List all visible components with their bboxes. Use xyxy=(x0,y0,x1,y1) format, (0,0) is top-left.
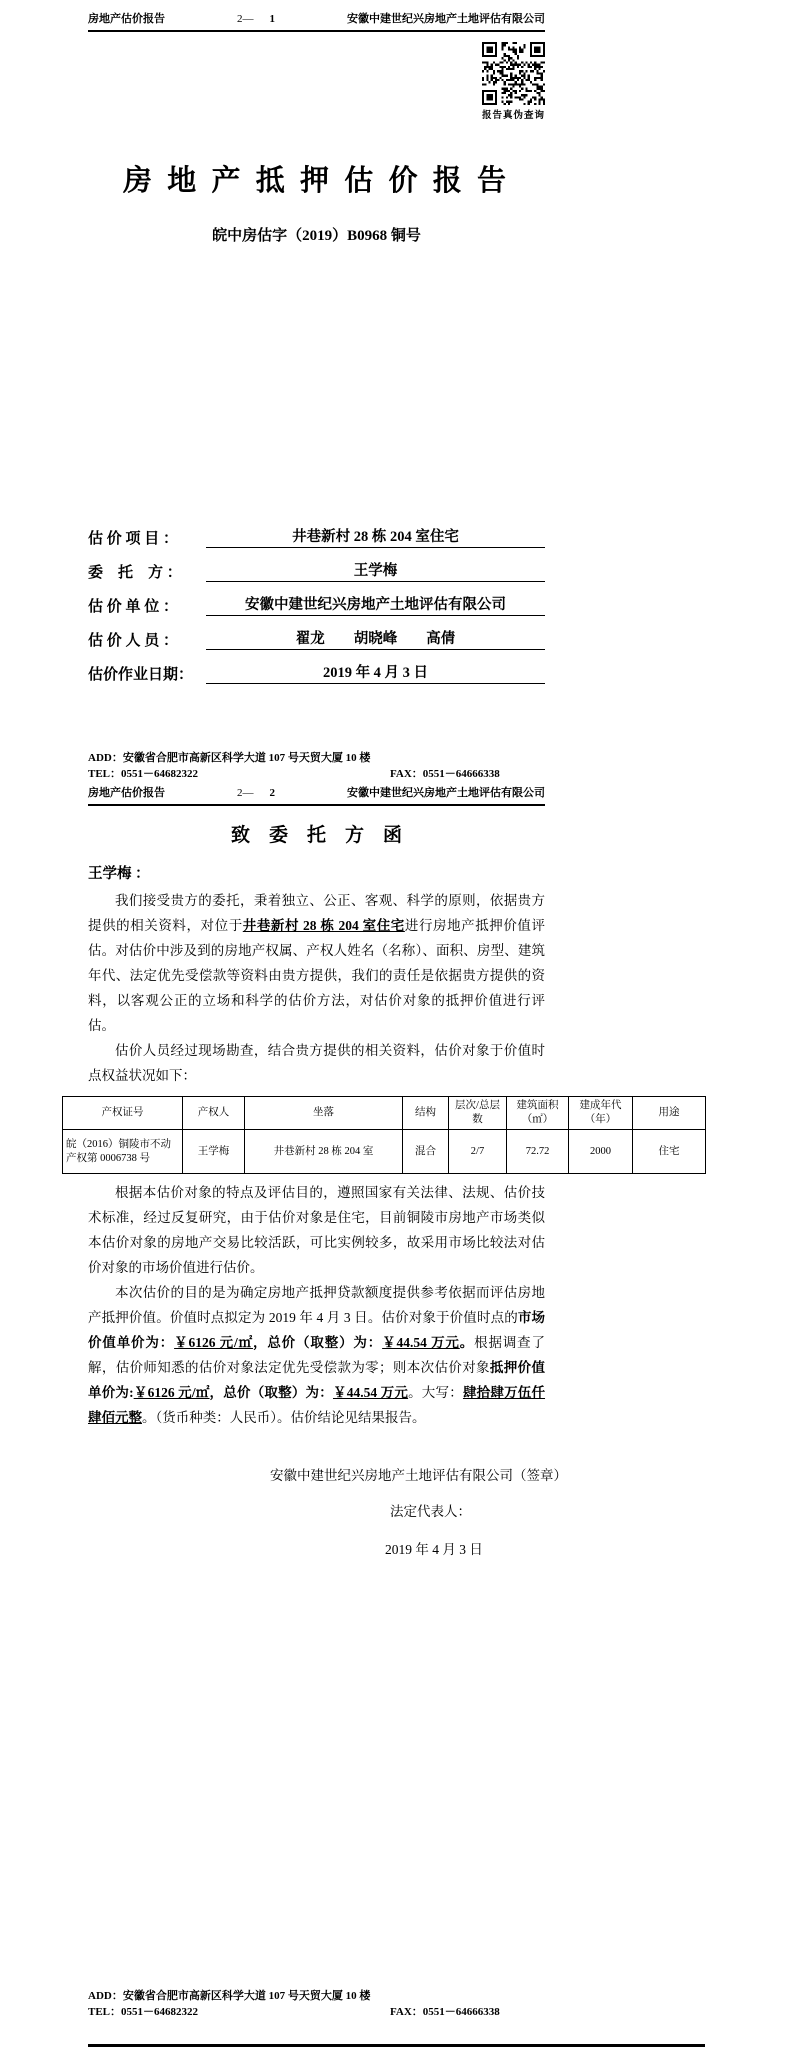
table-cell-floor: 2/7 xyxy=(449,1130,507,1174)
footer-tel: TEL：0551－64682322 xyxy=(88,2006,199,2018)
form-label: 估 价 单 位 ： xyxy=(88,599,179,615)
form-value-appraisers: 翟龙 胡晓峰 高倩 xyxy=(206,627,545,650)
table-cell-usage: 住宅 xyxy=(633,1130,706,1174)
table-header-cell: 建筑面积（㎡） xyxy=(507,1097,569,1130)
table-header-cell: 层次/总层数 xyxy=(449,1097,507,1130)
table-cell-owner: 王学梅 xyxy=(183,1130,245,1174)
header-company: 安徽中建世纪兴房地产土地评估有限公司 xyxy=(347,787,545,799)
form-label: 估 价 人 员 ： xyxy=(88,633,179,649)
form-row-appraisers xyxy=(88,624,545,650)
table-cell-structure: 混合 xyxy=(403,1130,449,1174)
footer-address: ADD：安徽省合肥市高新区科学大道 107 号天贸大厦 10 楼 xyxy=(88,752,371,764)
next-page-header-rule xyxy=(88,2044,705,2047)
page1-header xyxy=(88,10,545,32)
footer-fax: FAX：0551－64666338 xyxy=(390,768,500,780)
header-page-number: 2 xyxy=(269,787,275,799)
form-value-client: 王学梅 xyxy=(206,559,545,582)
header-page-indicator xyxy=(237,13,275,25)
form-label: 委 托 方 ： xyxy=(88,565,182,581)
paragraph-intro: 我们接受贵方的委托，秉着独立、公正、客观、科学的原则，依据贵方提供的相关资料，对位于井巷新村 28 栋 204 室住宅进行房地产抵押价值评估。对估价中涉及到的房地产权属、产权人姓名（名称）、面积、房型、建筑年代、法定优先受偿款等资料由贵方提供，我们的责任是依据贵方提供的资料，以客观公正的立场和科学的估价方法，对估价对象的抵押价值进行评估。 xyxy=(88,893,546,1033)
paragraph-survey: 估价人员经过现场勘查，结合贵方提供的相关资料，估价对象于价值时点权益状况如下： xyxy=(88,1043,545,1083)
header-doc-title: 房地产估价报告 xyxy=(88,787,165,799)
header-page-indicator xyxy=(237,787,275,799)
table-header-cell: 建成年代（年） xyxy=(569,1097,633,1130)
form-value-date: 2019 年 4 月 3 日 xyxy=(206,661,545,684)
header-company: 安徽中建世纪兴房地产土地评估有限公司 xyxy=(347,13,545,25)
letter-body xyxy=(62,888,705,1558)
appraisal-form xyxy=(88,522,545,692)
signature-company: 安徽中建世纪兴房地产土地评估有限公司（签章） xyxy=(270,1468,567,1484)
table-header-cell: 产权证号 xyxy=(63,1097,183,1130)
table-cell-cert-no: 皖（2016）铜陵市不动产权第 0006738 号 xyxy=(63,1130,183,1174)
form-row-client xyxy=(88,556,545,582)
signature-date: 2019 年 4 月 3 日 xyxy=(385,1542,483,1558)
footer-fax: FAX：0551－64666338 xyxy=(390,2006,500,2018)
header-pages-total: 2— xyxy=(237,787,254,799)
rights-table xyxy=(62,1096,706,1174)
signature-legal-rep: 法定代表人： xyxy=(390,1504,471,1520)
qr-code-block xyxy=(482,42,545,121)
form-row-agency xyxy=(88,590,545,616)
footer-contact-line xyxy=(88,766,708,782)
table-header-cell: 用途 xyxy=(633,1097,706,1130)
table-row xyxy=(63,1130,706,1174)
table-header-cell: 坐落 xyxy=(245,1097,403,1130)
paragraph-method: 根据本估价对象的特点及评估目的，遵照国家有关法律、法规、估价技术标准，经过反复研究，由于估价对象是住宅，目前铜陵市房地产市场类似本估价对象的房地产交易比较活跃，可比实例较多，故采用市场比较法对估价对象的市场价值进行估价。 xyxy=(88,1185,545,1276)
salutation: 王学梅 ： xyxy=(88,866,150,882)
table-cell-location: 井巷新村 28 栋 204 室 xyxy=(245,1130,403,1174)
header-pages-total: 2— xyxy=(237,13,254,25)
form-row-date xyxy=(88,658,545,684)
qr-code xyxy=(482,42,545,105)
header-page-number: 1 xyxy=(269,13,275,25)
table-header-cell: 产权人 xyxy=(183,1097,245,1130)
report-title: 房 地 产 抵 押 估 价 报 告 xyxy=(122,165,510,197)
form-value-agency: 安徽中建世纪兴房地产土地评估有限公司 xyxy=(206,593,545,616)
form-label: 估 价 项 目 ： xyxy=(88,531,179,547)
footer-address: ADD：安徽省合肥市高新区科学大道 107 号天贸大厦 10 楼 xyxy=(88,1990,371,2002)
page1-footer xyxy=(88,750,708,782)
paragraph-result: 本次估价的目的是为确定房地产抵押贷款额度提供参考依据而评估房地产抵押价值。价值时点拟定为 2019 年 4 月 3 日。估价对象于价值时点的市场价值单价为：￥6126 元/㎡，总价（取整）为：￥44.54 万元。根据调查了解，估价师知悉的估价对象法定优先受偿款为零；则本次估价对象抵押价值单价为:￥6126 元/㎡，总价（取整）为：￥44.54 万元。大写：肆拾肆万伍仟肆佰元整。（货币种类：人民币）。估价结论见结果报告。 xyxy=(88,1285,546,1426)
form-value-project: 井巷新村 28 栋 204 室住宅 xyxy=(206,525,545,548)
table-cell-year: 2000 xyxy=(569,1130,633,1174)
table-cell-area: 72.72 xyxy=(507,1130,569,1174)
table-header-row xyxy=(63,1097,706,1130)
footer-contact-line xyxy=(88,2004,708,2020)
header-doc-title: 房地产估价报告 xyxy=(88,13,165,25)
table-header-cell: 结构 xyxy=(403,1097,449,1130)
page2-footer xyxy=(88,1988,708,2020)
form-label: 估价作业日期： xyxy=(88,667,194,683)
footer-tel: TEL：0551－64682322 xyxy=(88,768,199,780)
page2-header xyxy=(88,784,545,806)
letter-title: 致 委 托 方 函 xyxy=(230,825,402,846)
qr-caption: 报告真伪查询 xyxy=(482,111,546,121)
report-number: 皖中房估字（2019）B0968 铜号 xyxy=(212,228,421,244)
form-row-project xyxy=(88,522,545,548)
